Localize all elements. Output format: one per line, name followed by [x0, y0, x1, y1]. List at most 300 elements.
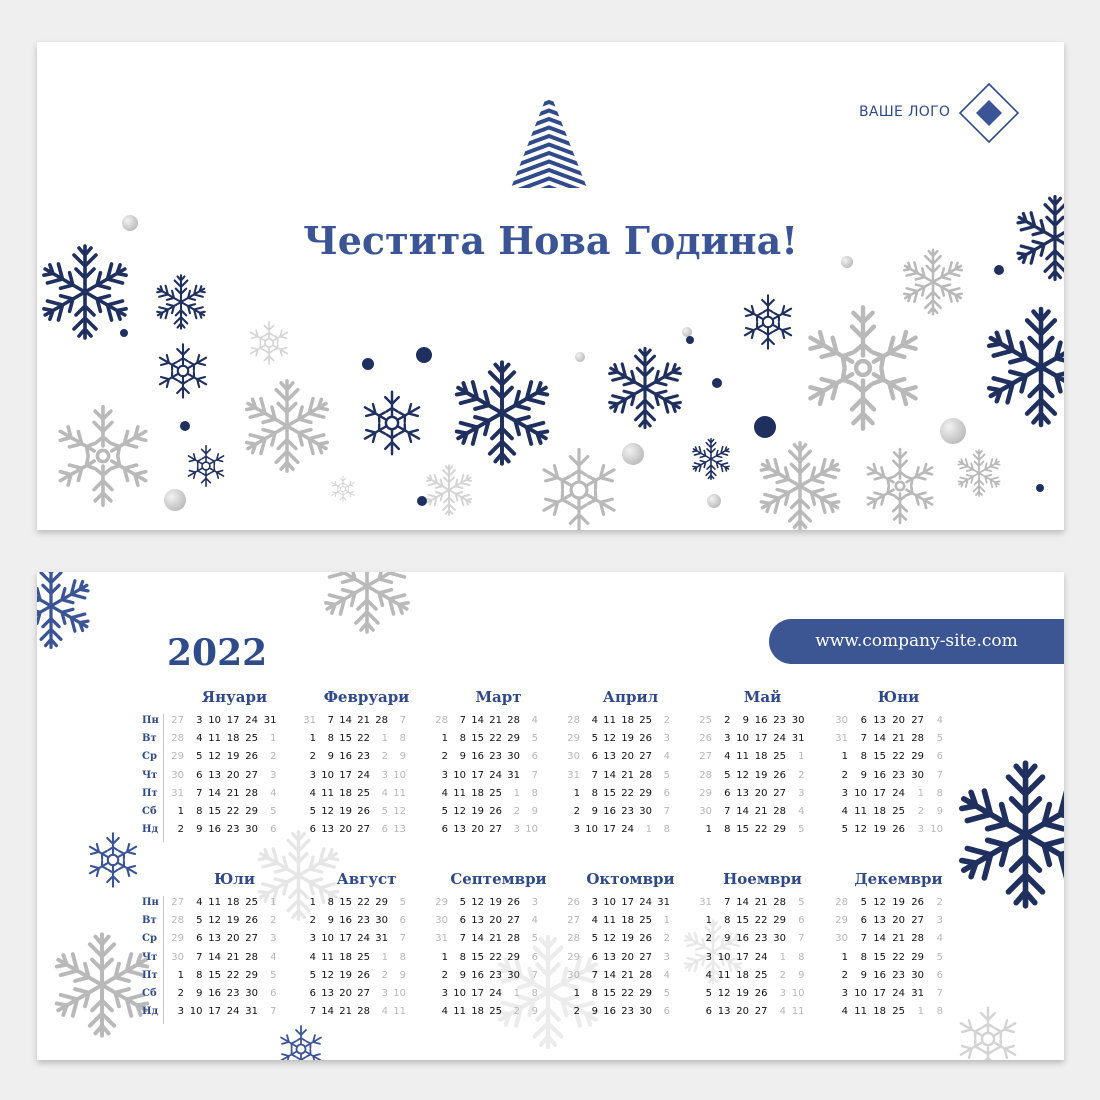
snowflake-icon: [238, 377, 336, 479]
decor-dot: [754, 416, 776, 438]
decor-dot: [940, 418, 966, 444]
day-cell: 8: [327, 733, 334, 745]
day-cell: 30: [835, 933, 848, 945]
snowflake-icon: [47, 930, 157, 1044]
day-cell: 21: [754, 897, 768, 908]
day-cell: 18: [339, 951, 352, 963]
day-cell: 9: [591, 806, 598, 817]
day-cell: 31: [657, 897, 670, 908]
day-cell: 14: [736, 897, 749, 908]
day-cell: 23: [892, 769, 905, 781]
day-cell: 28: [507, 715, 520, 726]
day-cell: 6: [531, 951, 538, 963]
day-cell: 10: [393, 988, 406, 999]
day-cell: 2: [270, 751, 277, 763]
day-cell: 26: [754, 988, 768, 999]
day-cell: 11: [854, 1006, 867, 1018]
day-cell: 26: [357, 806, 370, 817]
day-cell: 5: [798, 897, 805, 908]
day-cell: 25: [489, 787, 502, 799]
day-cell: 6: [459, 915, 466, 927]
month-name: Септември: [450, 870, 547, 888]
day-cell: 22: [754, 824, 768, 836]
month-name: Март: [475, 688, 522, 706]
day-cell: 8: [327, 897, 334, 908]
day-cell: 1: [309, 897, 316, 908]
day-cell: 21: [339, 1006, 352, 1018]
day-cell: 8: [936, 1006, 943, 1018]
day-cell: 21: [754, 806, 768, 817]
day-cell: 24: [489, 988, 502, 999]
day-cell: 25: [357, 951, 370, 963]
snowflake-icon: [276, 1024, 326, 1060]
day-cell: 6: [591, 751, 598, 763]
day-cell: 23: [357, 751, 370, 763]
day-cell: 4: [798, 806, 805, 817]
day-cell: 12: [603, 933, 616, 945]
day-cell: 3: [270, 769, 277, 781]
day-cell: 10: [717, 951, 731, 963]
day-cell: 21: [489, 933, 502, 945]
day-cell: 19: [339, 806, 352, 817]
day-cell: 4: [841, 806, 848, 817]
day-cell: 30: [639, 806, 652, 817]
day-cell: 1: [841, 751, 848, 763]
website-badge: [769, 619, 1064, 664]
day-cell: 23: [621, 1006, 634, 1018]
day-cell: 24: [754, 951, 768, 963]
day-cell: 18: [226, 733, 240, 745]
day-cell: 8: [196, 806, 203, 817]
day-cell: 8: [459, 951, 466, 963]
day-cell: 26: [245, 915, 258, 927]
day-cell: 17: [471, 988, 484, 999]
snowflake-icon: [739, 293, 797, 355]
day-cell: 25: [892, 1006, 905, 1018]
day-cell: 3: [309, 933, 316, 945]
day-cell: 13: [321, 988, 334, 999]
day-cell: 16: [208, 824, 221, 836]
day-cell: 19: [621, 933, 634, 945]
day-cell: 5: [860, 897, 867, 908]
decor-dot: [416, 347, 432, 363]
day-cell: 19: [736, 988, 749, 999]
day-cell: 3: [513, 824, 520, 836]
decor-dot: [362, 358, 374, 370]
day-cell: 9: [196, 988, 203, 999]
day-cell: 1: [705, 824, 712, 836]
day-cell: 13: [208, 769, 221, 781]
day-cell: 30: [567, 751, 580, 763]
day-cell: 3: [381, 988, 388, 999]
decor-dot: [994, 265, 1004, 275]
month-block: [563, 688, 698, 838]
day-cell: 15: [208, 969, 221, 981]
day-cell: 3: [270, 933, 277, 945]
day-cell: 29: [773, 915, 786, 927]
snowflake-icon: [978, 304, 1064, 434]
day-cell: 18: [621, 715, 634, 726]
day-cell: 15: [603, 988, 616, 999]
day-cell: 28: [357, 1006, 370, 1018]
day-cell: 8: [196, 969, 203, 981]
day-cell: 17: [208, 1006, 221, 1018]
day-cell: 27: [357, 824, 370, 836]
day-cell: 31: [435, 933, 448, 945]
day-cell: 3: [779, 988, 786, 999]
day-cell: 14: [471, 933, 484, 945]
day-cell: 3: [441, 769, 448, 781]
day-cell: 10: [525, 824, 538, 836]
day-cell: 9: [591, 1006, 598, 1018]
month-name: Май: [743, 688, 782, 706]
day-cell: 4: [441, 1006, 448, 1018]
day-cell: 5: [724, 769, 731, 781]
day-cell: 6: [936, 751, 943, 763]
day-cell: 27: [357, 988, 370, 999]
decor-dot: [417, 496, 427, 506]
day-cell: 16: [208, 988, 221, 999]
day-cell: 3: [531, 897, 538, 908]
snowflake-icon: [358, 389, 426, 461]
day-cell: 10: [736, 733, 749, 745]
day-cell: 28: [507, 933, 520, 945]
day-cell: 11: [453, 1006, 466, 1018]
day-cell: 29: [567, 733, 580, 745]
snowflake-icon: [535, 446, 623, 530]
day-cell: 18: [471, 787, 484, 799]
weekday-label: Ср: [142, 751, 157, 763]
day-cell: 25: [699, 715, 712, 726]
day-cell: 3: [573, 824, 580, 836]
day-cell: 1: [645, 824, 652, 836]
day-cell: 22: [892, 951, 905, 963]
day-cell: 7: [724, 897, 731, 908]
day-cell: 13: [736, 787, 749, 799]
day-cell: 4: [591, 915, 598, 927]
day-cell: 31: [263, 715, 277, 726]
day-cell: 28: [435, 715, 448, 726]
day-cell: 17: [873, 787, 886, 799]
day-cell: 15: [471, 733, 484, 745]
day-cell: 27: [245, 933, 258, 945]
day-cell: 4: [779, 1006, 786, 1018]
day-cell: 10: [791, 988, 805, 999]
day-cell: 12: [873, 897, 886, 908]
day-cell: 18: [873, 1006, 886, 1018]
day-cell: 26: [699, 733, 712, 745]
day-cell: 28: [245, 787, 258, 799]
day-cell: 17: [736, 951, 749, 963]
day-cell: 25: [754, 969, 768, 981]
day-cell: 6: [309, 824, 316, 836]
day-cell: 20: [339, 988, 352, 999]
day-cell: 7: [327, 715, 334, 726]
day-cell: 12: [603, 733, 616, 745]
month-block: [831, 688, 966, 838]
day-cell: 6: [724, 787, 731, 799]
tree-icon: [511, 90, 587, 190]
day-cell: 12: [453, 806, 466, 817]
day-cell: 5: [441, 806, 448, 817]
weekday-divider: [163, 896, 164, 1024]
day-cell: 30: [773, 933, 786, 945]
day-cell: 25: [489, 1006, 502, 1018]
day-cell: 1: [177, 806, 184, 817]
month-block: [142, 688, 302, 838]
day-cell: 4: [381, 787, 388, 799]
day-cell: 4: [196, 897, 203, 908]
day-cell: 6: [270, 988, 277, 999]
day-cell: 10: [453, 769, 466, 781]
snowflake-icon: [422, 463, 476, 521]
day-cell: 7: [936, 988, 943, 999]
weekday-label: Сб: [142, 988, 157, 999]
day-cell: 14: [321, 1006, 334, 1018]
day-cell: 3: [591, 897, 598, 908]
snowflake-icon: [329, 475, 357, 507]
day-cell: 21: [489, 715, 502, 726]
day-cell: 3: [663, 951, 670, 963]
day-cell: 14: [873, 933, 886, 945]
day-cell: 9: [742, 715, 749, 726]
day-cell: 7: [591, 769, 598, 781]
day-cell: 17: [754, 733, 768, 745]
day-cell: 7: [663, 806, 670, 817]
day-cell: 8: [531, 787, 538, 799]
day-cell: 4: [270, 787, 277, 799]
day-cell: 9: [459, 751, 466, 763]
day-cell: 25: [639, 715, 652, 726]
day-cell: 7: [531, 969, 538, 981]
day-cell: 7: [196, 787, 203, 799]
day-cell: 17: [873, 988, 886, 999]
day-cell: 21: [226, 951, 240, 963]
weekday-label: Нд: [142, 824, 159, 836]
day-cell: 3: [441, 988, 448, 999]
weekday-label: Ср: [142, 933, 157, 945]
day-cell: 16: [754, 715, 768, 726]
snowflake-icon: [246, 320, 292, 370]
decor-dot: [712, 378, 722, 388]
day-cell: 30: [835, 715, 848, 726]
day-cell: 24: [357, 769, 370, 781]
day-cell: 24: [639, 897, 652, 908]
day-cell: 3: [177, 1006, 184, 1018]
day-cell: 2: [177, 988, 184, 999]
day-cell: 25: [245, 733, 258, 745]
day-cell: 2: [441, 969, 448, 981]
day-cell: 12: [471, 897, 484, 908]
day-cell: 28: [245, 951, 258, 963]
day-cell: 17: [339, 933, 352, 945]
day-cell: 11: [603, 915, 616, 927]
day-cell: 31: [245, 1006, 258, 1018]
day-cell: 11: [321, 787, 334, 799]
day-cell: 23: [489, 969, 502, 981]
day-cell: 13: [393, 824, 406, 836]
day-cell: 28: [639, 769, 652, 781]
day-cell: 30: [567, 969, 580, 981]
day-cell: 9: [798, 969, 805, 981]
day-cell: 26: [639, 933, 652, 945]
day-cell: 29: [639, 988, 652, 999]
day-cell: 10: [930, 824, 943, 836]
day-cell: 1: [381, 733, 388, 745]
day-cell: 31: [375, 933, 388, 945]
day-cell: 13: [471, 915, 484, 927]
day-cell: 28: [773, 897, 786, 908]
day-cell: 6: [591, 951, 598, 963]
day-cell: 8: [663, 824, 670, 836]
day-cell: 18: [621, 915, 634, 927]
day-cell: 20: [892, 915, 905, 927]
day-cell: 28: [567, 715, 580, 726]
day-cell: 5: [270, 806, 277, 817]
day-cell: 8: [459, 733, 466, 745]
day-cell: 31: [911, 988, 924, 999]
day-cell: 28: [639, 969, 652, 981]
day-cell: 25: [892, 806, 905, 817]
day-cell: 4: [591, 715, 598, 726]
day-cell: 22: [226, 806, 240, 817]
day-cell: 22: [357, 897, 370, 908]
day-cell: 24: [245, 715, 258, 726]
day-cell: 10: [854, 787, 867, 799]
day-cell: 5: [841, 824, 848, 836]
day-cell: 28: [835, 897, 848, 908]
month-block: [695, 688, 830, 838]
day-cell: 30: [639, 1006, 652, 1018]
day-cell: 15: [873, 751, 886, 763]
day-cell: 11: [208, 733, 221, 745]
day-cell: 22: [489, 733, 502, 745]
day-cell: 11: [717, 969, 731, 981]
day-cell: 1: [841, 951, 848, 963]
day-cell: 7: [798, 933, 805, 945]
day-cell: 18: [471, 1006, 484, 1018]
day-cell: 3: [705, 951, 712, 963]
day-cell: 17: [471, 769, 484, 781]
day-cell: 5: [531, 733, 538, 745]
day-cell: 8: [724, 915, 731, 927]
day-cell: 20: [754, 787, 768, 799]
day-cell: 1: [513, 988, 520, 999]
day-cell: 26: [639, 733, 652, 745]
day-cell: 5: [591, 933, 598, 945]
day-cell: 2: [381, 969, 388, 981]
day-cell: 6: [663, 787, 670, 799]
day-cell: 7: [936, 769, 943, 781]
day-cell: 4: [196, 733, 203, 745]
day-cell: 11: [854, 806, 867, 817]
day-cell: 16: [873, 969, 886, 981]
day-cell: 19: [226, 751, 240, 763]
day-cell: 7: [724, 806, 731, 817]
day-cell: 21: [226, 787, 240, 799]
logo-diamond-icon: [958, 82, 1020, 144]
day-cell: 27: [171, 715, 184, 726]
day-cell: 18: [736, 969, 749, 981]
day-cell: 24: [357, 933, 370, 945]
day-cell: 12: [717, 988, 731, 999]
day-cell: 6: [399, 915, 406, 927]
day-cell: 11: [603, 715, 616, 726]
day-cell: 19: [873, 824, 886, 836]
day-cell: 24: [621, 824, 634, 836]
day-cell: 26: [892, 824, 905, 836]
day-cell: 12: [321, 806, 334, 817]
day-cell: 13: [603, 751, 616, 763]
day-cell: 30: [245, 824, 258, 836]
day-cell: 29: [507, 951, 520, 963]
day-cell: 29: [171, 751, 184, 763]
day-cell: 5: [196, 915, 203, 927]
day-cell: 25: [639, 915, 652, 927]
day-cell: 20: [339, 824, 352, 836]
day-cell: 27: [639, 951, 652, 963]
day-cell: 19: [489, 897, 502, 908]
day-cell: 16: [603, 1006, 616, 1018]
day-cell: 28: [171, 733, 184, 745]
day-cell: 29: [435, 897, 448, 908]
day-cell: 31: [507, 769, 520, 781]
weekday-label: Вт: [142, 733, 157, 745]
day-cell: 18: [226, 897, 240, 908]
day-cell: 26: [911, 897, 924, 908]
day-cell: 21: [892, 733, 905, 745]
day-cell: 29: [567, 951, 580, 963]
day-cell: 16: [873, 769, 886, 781]
day-cell: 30: [435, 915, 448, 927]
day-cell: 5: [663, 988, 670, 999]
day-cell: 23: [621, 806, 634, 817]
day-cell: 1: [573, 988, 580, 999]
day-cell: 19: [339, 969, 352, 981]
day-cell: 3: [196, 715, 203, 726]
day-cell: 24: [773, 733, 786, 745]
day-cell: 16: [471, 969, 484, 981]
day-cell: 4: [531, 915, 538, 927]
day-cell: 26: [567, 897, 580, 908]
day-cell: 25: [773, 751, 786, 763]
weekday-divider: [163, 714, 164, 842]
day-cell: 9: [399, 751, 406, 763]
month-block: [142, 870, 302, 1020]
day-cell: 20: [471, 824, 484, 836]
day-cell: 10: [393, 769, 406, 781]
day-cell: 26: [773, 769, 786, 781]
snowflake-icon: [84, 831, 142, 893]
day-cell: 11: [393, 787, 406, 799]
day-cell: 6: [441, 824, 448, 836]
day-cell: 10: [208, 715, 221, 726]
day-cell: 10: [854, 988, 867, 999]
snowflake-icon: [317, 572, 417, 640]
day-cell: 22: [489, 951, 502, 963]
day-cell: 1: [663, 915, 670, 927]
day-cell: 2: [513, 806, 520, 817]
day-cell: 23: [892, 969, 905, 981]
day-cell: 10: [453, 988, 466, 999]
day-cell: 9: [327, 915, 334, 927]
day-cell: 3: [917, 824, 924, 836]
day-cell: 21: [621, 969, 634, 981]
day-cell: 16: [736, 933, 749, 945]
day-cell: 3: [936, 915, 943, 927]
day-cell: 29: [171, 933, 184, 945]
decor-dot: [707, 494, 721, 508]
